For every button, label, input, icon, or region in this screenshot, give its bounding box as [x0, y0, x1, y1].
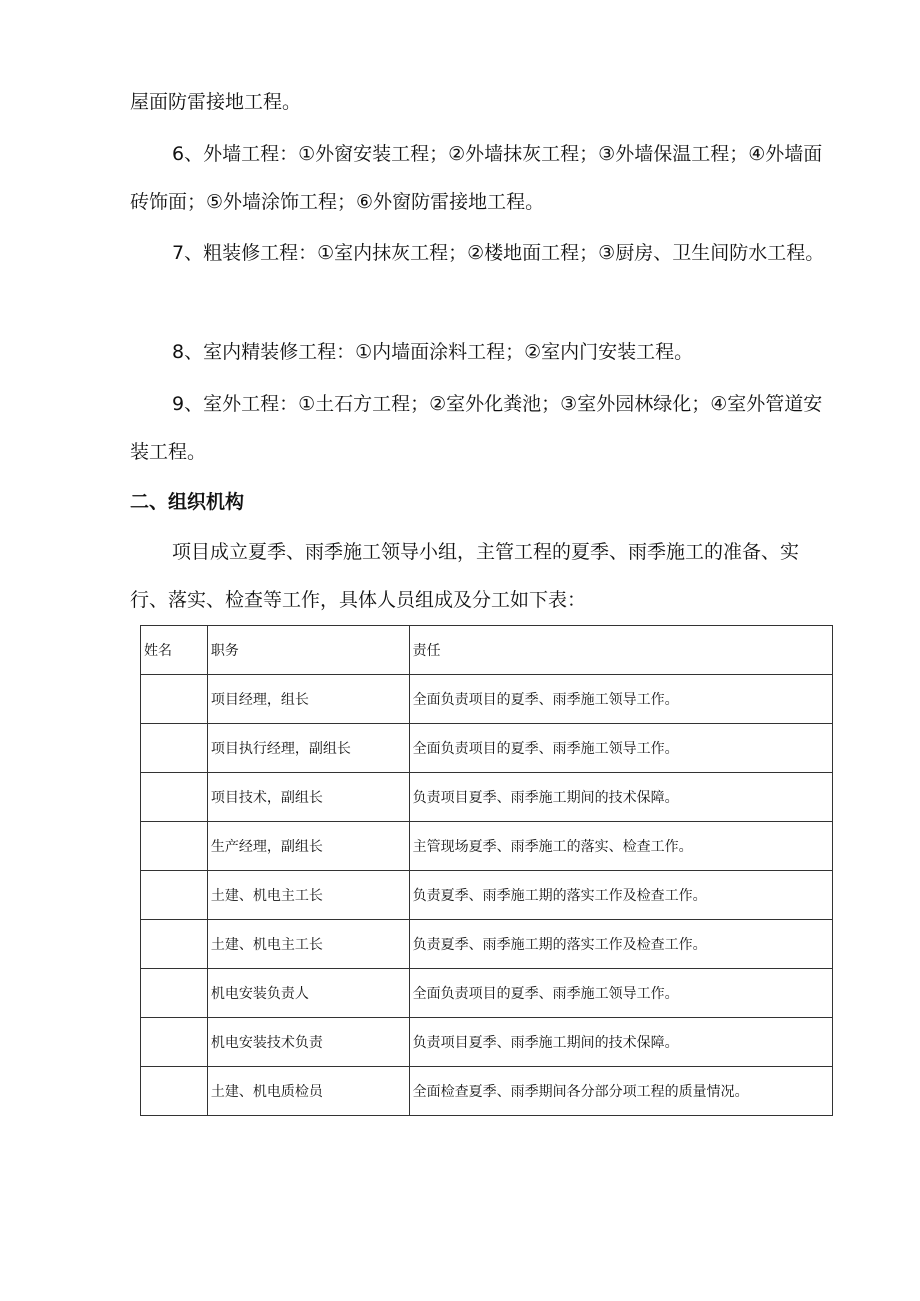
- paragraph-organization: 项目成立夏季、雨季施工领导小组，主管工程的夏季、雨季施工的准备、实行、落实、检查等工作，具体人员组成及分工如下表：: [130, 541, 800, 611]
- header-position: 职务: [207, 626, 409, 675]
- table-row: [141, 920, 833, 969]
- paragraph-fine-decoration: 8、室内精装修工程：①内墙面涂料工程；②室内门安装工程。: [172, 341, 694, 363]
- cell-name: [141, 773, 208, 822]
- paragraph-roof-tail: 屋面防雷接地工程。: [130, 91, 302, 113]
- cell-name: [141, 1067, 208, 1116]
- cell-name: [141, 675, 208, 724]
- cell-responsibility: 全面负责项目的夏季、雨季施工领导工作。: [409, 724, 832, 773]
- cell-position: 生产经理，副组长: [207, 822, 409, 871]
- header-name: 姓名: [141, 626, 208, 675]
- cell-position: 土建、机电质检员: [207, 1067, 409, 1116]
- cell-responsibility: 负责夏季、雨季施工期的落实工作及检查工作。: [409, 920, 832, 969]
- cell-responsibility: 负责项目夏季、雨季施工期间的技术保障。: [409, 773, 832, 822]
- table-row: [141, 822, 833, 871]
- table-row: [141, 724, 833, 773]
- cell-name: [141, 871, 208, 920]
- cell-responsibility: 全面检查夏季、雨季期间各分部分项工程的质量情况。: [409, 1067, 832, 1116]
- table-row: [141, 675, 833, 724]
- table-row: [141, 969, 833, 1018]
- cell-position: 机电安装负责人: [207, 969, 409, 1018]
- cell-position: 项目执行经理，副组长: [207, 724, 409, 773]
- paragraph-rough-decoration: 7、粗装修工程：①室内抹灰工程；②楼地面工程；③厨房、卫生间防水工程。: [172, 242, 825, 264]
- cell-responsibility: 负责项目夏季、雨季施工期间的技术保障。: [409, 1018, 832, 1067]
- cell-name: [141, 920, 208, 969]
- cell-name: [141, 969, 208, 1018]
- cell-name: [141, 1018, 208, 1067]
- cell-responsibility: 全面负责项目的夏季、雨季施工领导工作。: [409, 675, 832, 724]
- table-row: [141, 871, 833, 920]
- cell-responsibility: 全面负责项目的夏季、雨季施工领导工作。: [409, 969, 832, 1018]
- cell-position: 项目经理，组长: [207, 675, 409, 724]
- table-row: [141, 1018, 833, 1067]
- organization-table: [140, 625, 833, 1116]
- table-header-row: [141, 626, 833, 675]
- cell-position: 机电安装技术负责: [207, 1018, 409, 1067]
- section-heading-organization: 二、组织机构: [130, 491, 245, 513]
- header-responsibility: 责任: [409, 626, 832, 675]
- cell-name: [141, 724, 208, 773]
- paragraph-exterior-wall: 6、外墙工程：①外窗安装工程；②外墙抹灰工程；③外墙保温工程；④外墙面砖饰面；⑤外墙涂饰工程；⑥外窗防雷接地工程。: [130, 143, 823, 213]
- cell-name: [141, 822, 208, 871]
- cell-position: 土建、机电主工长: [207, 920, 409, 969]
- cell-position: 项目技术，副组长: [207, 773, 409, 822]
- cell-responsibility: 主管现场夏季、雨季施工的落实、检查工作。: [409, 822, 832, 871]
- cell-position: 土建、机电主工长: [207, 871, 409, 920]
- table-row: [141, 773, 833, 822]
- paragraph-outdoor: 9、室外工程：①土石方工程；②室外化粪池；③室外园林绿化；④室外管道安装工程。: [130, 393, 823, 463]
- cell-responsibility: 负责夏季、雨季施工期的落实工作及检查工作。: [409, 871, 832, 920]
- table-row: [141, 1067, 833, 1116]
